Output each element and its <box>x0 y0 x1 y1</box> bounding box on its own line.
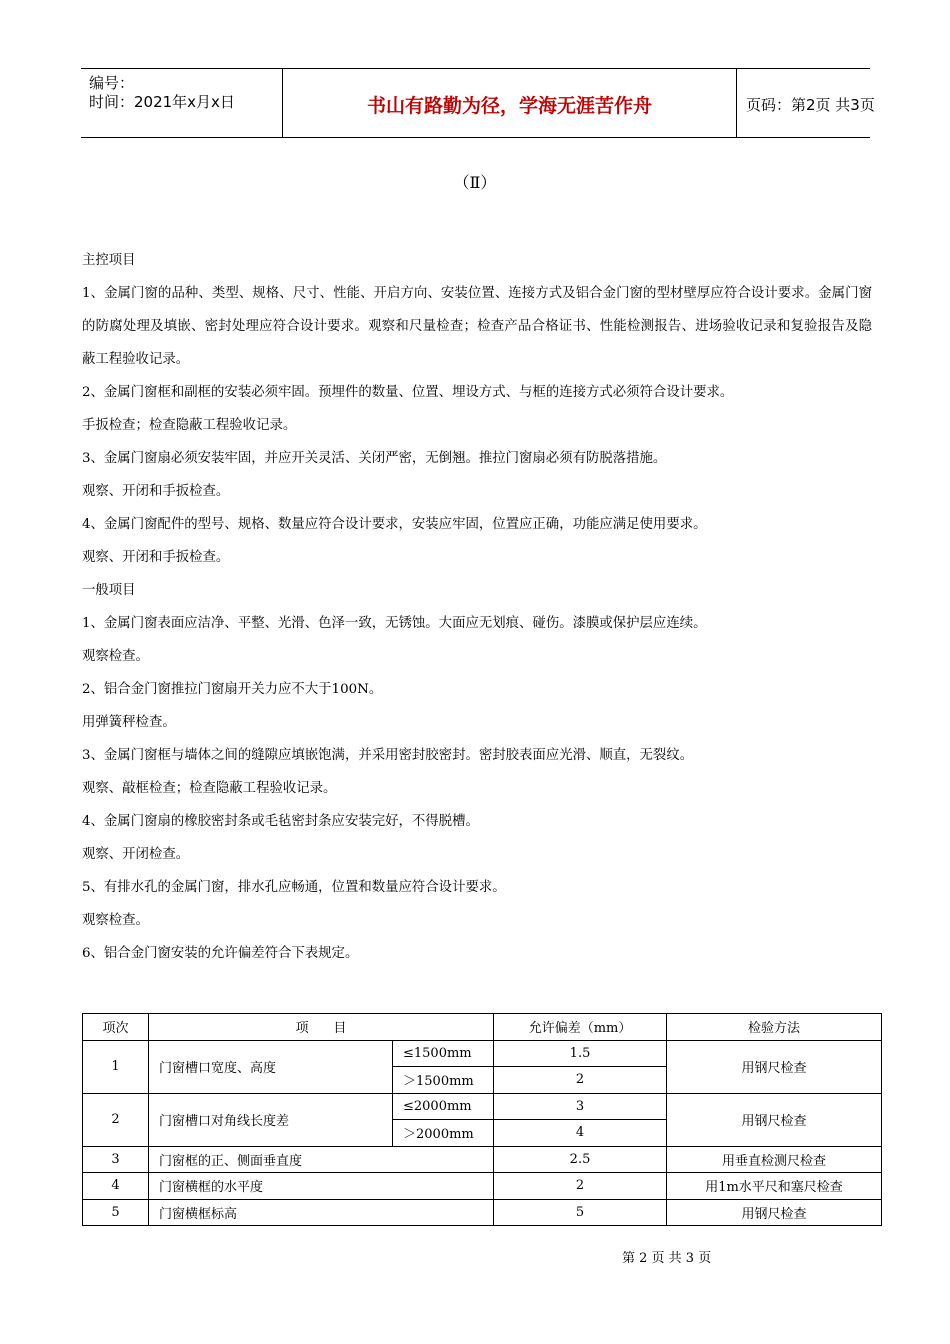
section-mark: （Ⅱ） <box>453 173 497 192</box>
heading-general-items: 一般项目 <box>82 583 136 598</box>
paragraph: 观察、开闭和手扳检查。 <box>82 550 230 565</box>
header-tolerance: 允许偏差（mm） <box>494 1014 667 1041</box>
paragraph: 5、有排水孔的金属门窗，排水孔应畅通，位置和数量应符合设计要求。 <box>82 880 506 895</box>
page-footer: 第 2 页 共 3 页 <box>622 1251 712 1266</box>
cell-method: 用钢尺检查 <box>667 1040 882 1093</box>
cell-condition: ≤2000mm <box>393 1093 494 1120</box>
cell-no: 4 <box>83 1173 149 1200</box>
table-row <box>83 1173 882 1200</box>
table-row <box>83 1146 882 1173</box>
paragraph: 2、金属门窗框和副框的安装必须牢固。预埋件的数量、位置、埋设方式、与框的连接方式必须符合设计要求。 <box>82 385 734 400</box>
paragraph: 观察、敲框检查；检查隐蔽工程验收记录。 <box>82 781 337 796</box>
cell-item: 门窗槽口宽度、高度 <box>149 1040 393 1093</box>
cell-tolerance: 2 <box>494 1173 667 1200</box>
header-item-text: 项 目 <box>295 1021 347 1037</box>
cell-condition: ≤1500mm <box>393 1040 494 1067</box>
cell-tolerance: 1.5 <box>494 1040 667 1067</box>
paragraph: 观察检查。 <box>82 913 149 928</box>
header-item <box>149 1014 494 1041</box>
tolerance-table <box>82 1013 882 1226</box>
paragraph: 4、金属门窗扇的橡胶密封条或毛毡密封条应安装完好，不得脱槽。 <box>82 814 479 829</box>
page-header <box>81 68 875 138</box>
paragraph: 3、金属门窗扇必须安装牢固，并应开关灵活、关闭严密，无倒翘。推拉门窗扇必须有防脱落措施。 <box>82 451 667 466</box>
heading-main-items: 主控项目 <box>82 253 136 268</box>
cell-tolerance: 2.5 <box>494 1146 667 1173</box>
paragraph: 3、金属门窗框与墙体之间的缝隙应填嵌饱满，并采用密封胶密封。密封胶表面应光滑、顺直，无裂纹。 <box>82 748 694 763</box>
cell-tolerance: 3 <box>494 1093 667 1120</box>
cell-method: 用钢尺检查 <box>667 1199 882 1226</box>
table-row <box>83 1040 882 1067</box>
paragraph: 1、金属门窗的品种、类型、规格、尺寸、性能、开启方向、安装位置、连接方式及铝合金门窗的型材壁厚应符合设计要求。金属门窗的防腐处理及填嵌、密封处理应符合设计要求。观察和尺量检查；检查产品合格证书、性能检测报告、进场验收记录和复验报告及隐蔽工程验收记录。 <box>82 286 872 367</box>
cell-no: 1 <box>83 1040 149 1093</box>
header-page-cell <box>736 69 875 137</box>
paragraph: 6、铝合金门窗安装的允许偏差符合下表规定。 <box>82 946 359 961</box>
cell-item: 门窗横框标高 <box>149 1199 494 1226</box>
cell-method: 用钢尺检查 <box>667 1093 882 1146</box>
cell-condition: ＞2000mm <box>393 1120 494 1147</box>
cell-no: 2 <box>83 1093 149 1146</box>
cell-tolerance: 5 <box>494 1199 667 1226</box>
table-row <box>83 1093 882 1120</box>
paragraph: 2、铝合金门窗推拉门窗扇开关力应不大于100N。 <box>82 682 383 697</box>
table-row <box>83 1199 882 1226</box>
header-method: 检验方法 <box>667 1014 882 1041</box>
date-label: 时间：2021年x月x日 <box>89 93 235 111</box>
document-body <box>82 244 872 970</box>
cell-no: 5 <box>83 1199 149 1226</box>
paragraph: 观察、开闭和手扳检查。 <box>82 484 230 499</box>
motto: 书山有路勤为径，学海无涯苦作舟 <box>366 95 652 117</box>
paragraph: 用弹簧秤检查。 <box>82 715 176 730</box>
paragraph: 4、金属门窗配件的型号、规格、数量应符合设计要求，安装应牢固，位置应正确，功能应满足使用要求。 <box>82 517 707 532</box>
header-meta <box>81 69 282 137</box>
cell-item: 门窗框的正、侧面垂直度 <box>149 1146 494 1173</box>
paragraph: 观察检查。 <box>82 649 149 664</box>
cell-tolerance: 4 <box>494 1120 667 1147</box>
header-motto-cell <box>282 69 737 137</box>
cell-condition: ＞1500mm <box>393 1067 494 1094</box>
serial-label: 编号： <box>89 74 135 92</box>
cell-no: 3 <box>83 1146 149 1173</box>
page-number-label: 页码：第2页 共3页 <box>746 96 875 114</box>
cell-item: 门窗槽口对角线长度差 <box>149 1093 393 1146</box>
paragraph: 手扳检查；检查隐蔽工程验收记录。 <box>82 418 297 433</box>
paragraph: 1、金属门窗表面应洁净、平整、光滑、色泽一致，无锈蚀。大面应无划痕、碰伤。漆膜或保护层应连续。 <box>82 616 707 631</box>
header-no: 项次 <box>83 1014 149 1041</box>
cell-item: 门窗横框的水平度 <box>149 1173 494 1200</box>
table-header-row <box>83 1014 882 1041</box>
cell-method: 用1m水平尺和塞尺检查 <box>667 1173 882 1200</box>
cell-method: 用垂直检测尺检查 <box>667 1146 882 1173</box>
paragraph: 观察、开闭检查。 <box>82 847 190 862</box>
cell-tolerance: 2 <box>494 1067 667 1094</box>
